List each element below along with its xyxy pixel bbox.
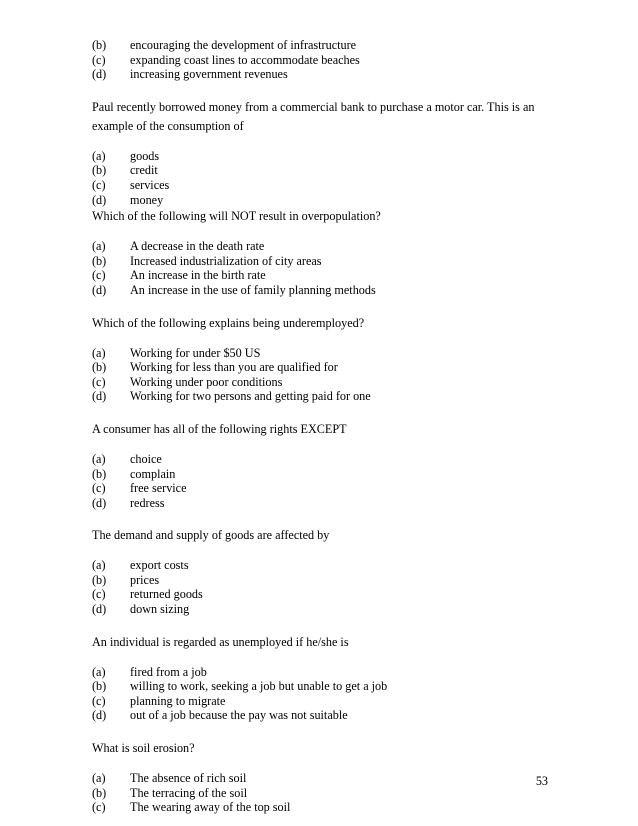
option-letter: (a) [92, 451, 106, 466]
page-number: 53 [535, 774, 548, 788]
option-text: free service [130, 481, 187, 496]
option [92, 346, 562, 361]
option-text: out of a job because the pay was not suitable [130, 708, 348, 723]
option-text: credit [130, 163, 158, 178]
option-letter: (b) [92, 679, 107, 694]
option-letter: (c) [92, 693, 106, 708]
option-text: export costs [130, 558, 189, 573]
option [92, 239, 562, 254]
document-page [92, 38, 562, 815]
question-text: A consumer has all of the following rights EXCEPT [92, 421, 347, 436]
option [92, 771, 562, 786]
option-letter: (c) [92, 800, 106, 815]
option [92, 573, 562, 588]
options-list [92, 239, 562, 297]
option [92, 375, 562, 390]
option-letter: (c) [92, 52, 106, 67]
option [92, 38, 562, 53]
option-letter: (a) [92, 345, 106, 360]
option [92, 452, 562, 467]
options-list [92, 558, 562, 616]
option-text: encouraging the development of infrastructure [130, 38, 357, 52]
question-text: What is soil erosion? [92, 741, 195, 756]
option [92, 665, 562, 680]
option-text: An increase in the use of family planning methods [130, 282, 376, 297]
option [92, 800, 562, 815]
question-text: The demand and supply of goods are affected by [92, 528, 330, 543]
option-text: The absence of rich soil [130, 771, 247, 786]
option-text: complain [130, 466, 176, 481]
option [92, 67, 562, 82]
option-text: A decrease in the death rate [130, 239, 265, 254]
option-letter: (c) [92, 481, 106, 496]
option [92, 268, 562, 283]
option-letter: (d) [92, 708, 107, 723]
options-list [92, 452, 562, 510]
option-text: An increase in the birth rate [130, 268, 266, 283]
option [92, 558, 562, 573]
option-text: Increased industrialization of city areas [130, 253, 322, 268]
option-letter: (d) [92, 602, 107, 617]
option-letter: (a) [92, 558, 106, 573]
option-text: goods [130, 148, 160, 163]
option-letter: (a) [92, 771, 106, 786]
option-letter: (d) [92, 389, 107, 404]
question-block [92, 739, 562, 815]
option [92, 53, 562, 68]
option-letter: (b) [92, 163, 107, 178]
options-list [92, 771, 562, 815]
option-text: Working for under $50 US [130, 345, 261, 360]
question-text: Which of the following will NOT result in overpopulation? [92, 209, 381, 224]
option-letter: (b) [92, 38, 107, 52]
option [92, 786, 562, 801]
option-letter: (c) [92, 268, 106, 283]
option [92, 602, 562, 617]
option [92, 178, 562, 193]
options-list [92, 149, 562, 207]
option-text: increasing government revenues [130, 67, 288, 82]
question-text: Which of the following explains being underemployed? [92, 315, 365, 330]
option-text: Working under poor conditions [130, 374, 283, 389]
option-text: willing to work, seeking a job but unable to get a job [130, 679, 388, 694]
question-text: An individual is regarded as unemployed if he/she is [92, 634, 349, 649]
option-letter: (b) [92, 466, 107, 481]
option-text: choice [130, 451, 162, 466]
option-letter: (d) [92, 282, 107, 297]
option-text: prices [130, 572, 160, 587]
option [92, 481, 562, 496]
option-text: down sizing [130, 602, 190, 617]
option-text: returned goods [130, 587, 203, 602]
option-text: expanding coast lines to accommodate beaches [130, 52, 360, 67]
options-list [92, 346, 562, 404]
option-letter: (c) [92, 374, 106, 389]
option-letter: (b) [92, 253, 107, 268]
option-letter: (b) [92, 360, 107, 375]
option [92, 496, 562, 511]
option [92, 283, 562, 298]
option [92, 163, 562, 178]
question-block [92, 98, 562, 207]
option-letter: (d) [92, 67, 107, 82]
question-block [92, 207, 562, 297]
option-text: Working for two persons and getting paid for one [130, 389, 371, 404]
question-block [92, 526, 562, 616]
option-letter: (b) [92, 572, 107, 587]
option-text: The terracing of the soil [130, 785, 248, 800]
option [92, 254, 562, 269]
option-text: fired from a job [130, 664, 207, 679]
option [92, 389, 562, 404]
option-letter: (a) [92, 664, 106, 679]
option-text: planning to migrate [130, 693, 226, 708]
option [92, 679, 562, 694]
option [92, 360, 562, 375]
option-letter: (a) [92, 148, 106, 163]
question-block [92, 633, 562, 723]
options-list [92, 665, 562, 723]
option [92, 193, 562, 208]
option [92, 694, 562, 709]
option [92, 708, 562, 723]
option-text: redress [130, 495, 165, 510]
option-text: The wearing away of the top soil [130, 800, 291, 815]
option-letter: (c) [92, 587, 106, 602]
option-letter: (a) [92, 239, 106, 254]
option [92, 467, 562, 482]
option-text: Working for less than you are qualified for [130, 360, 338, 375]
option [92, 587, 562, 602]
question-block [92, 420, 562, 510]
option-text: money [130, 192, 164, 207]
top-options [92, 38, 562, 82]
option-letter: (d) [92, 192, 107, 207]
option-letter: (c) [92, 177, 106, 192]
question-block [92, 314, 562, 404]
option [92, 149, 562, 164]
option-text: services [130, 177, 170, 192]
option-letter: (d) [92, 495, 107, 510]
question-text: Paul recently borrowed money from a commercial bank to purchase a motor car. This is an example of the consumption of [92, 99, 535, 133]
option-letter: (b) [92, 785, 107, 800]
